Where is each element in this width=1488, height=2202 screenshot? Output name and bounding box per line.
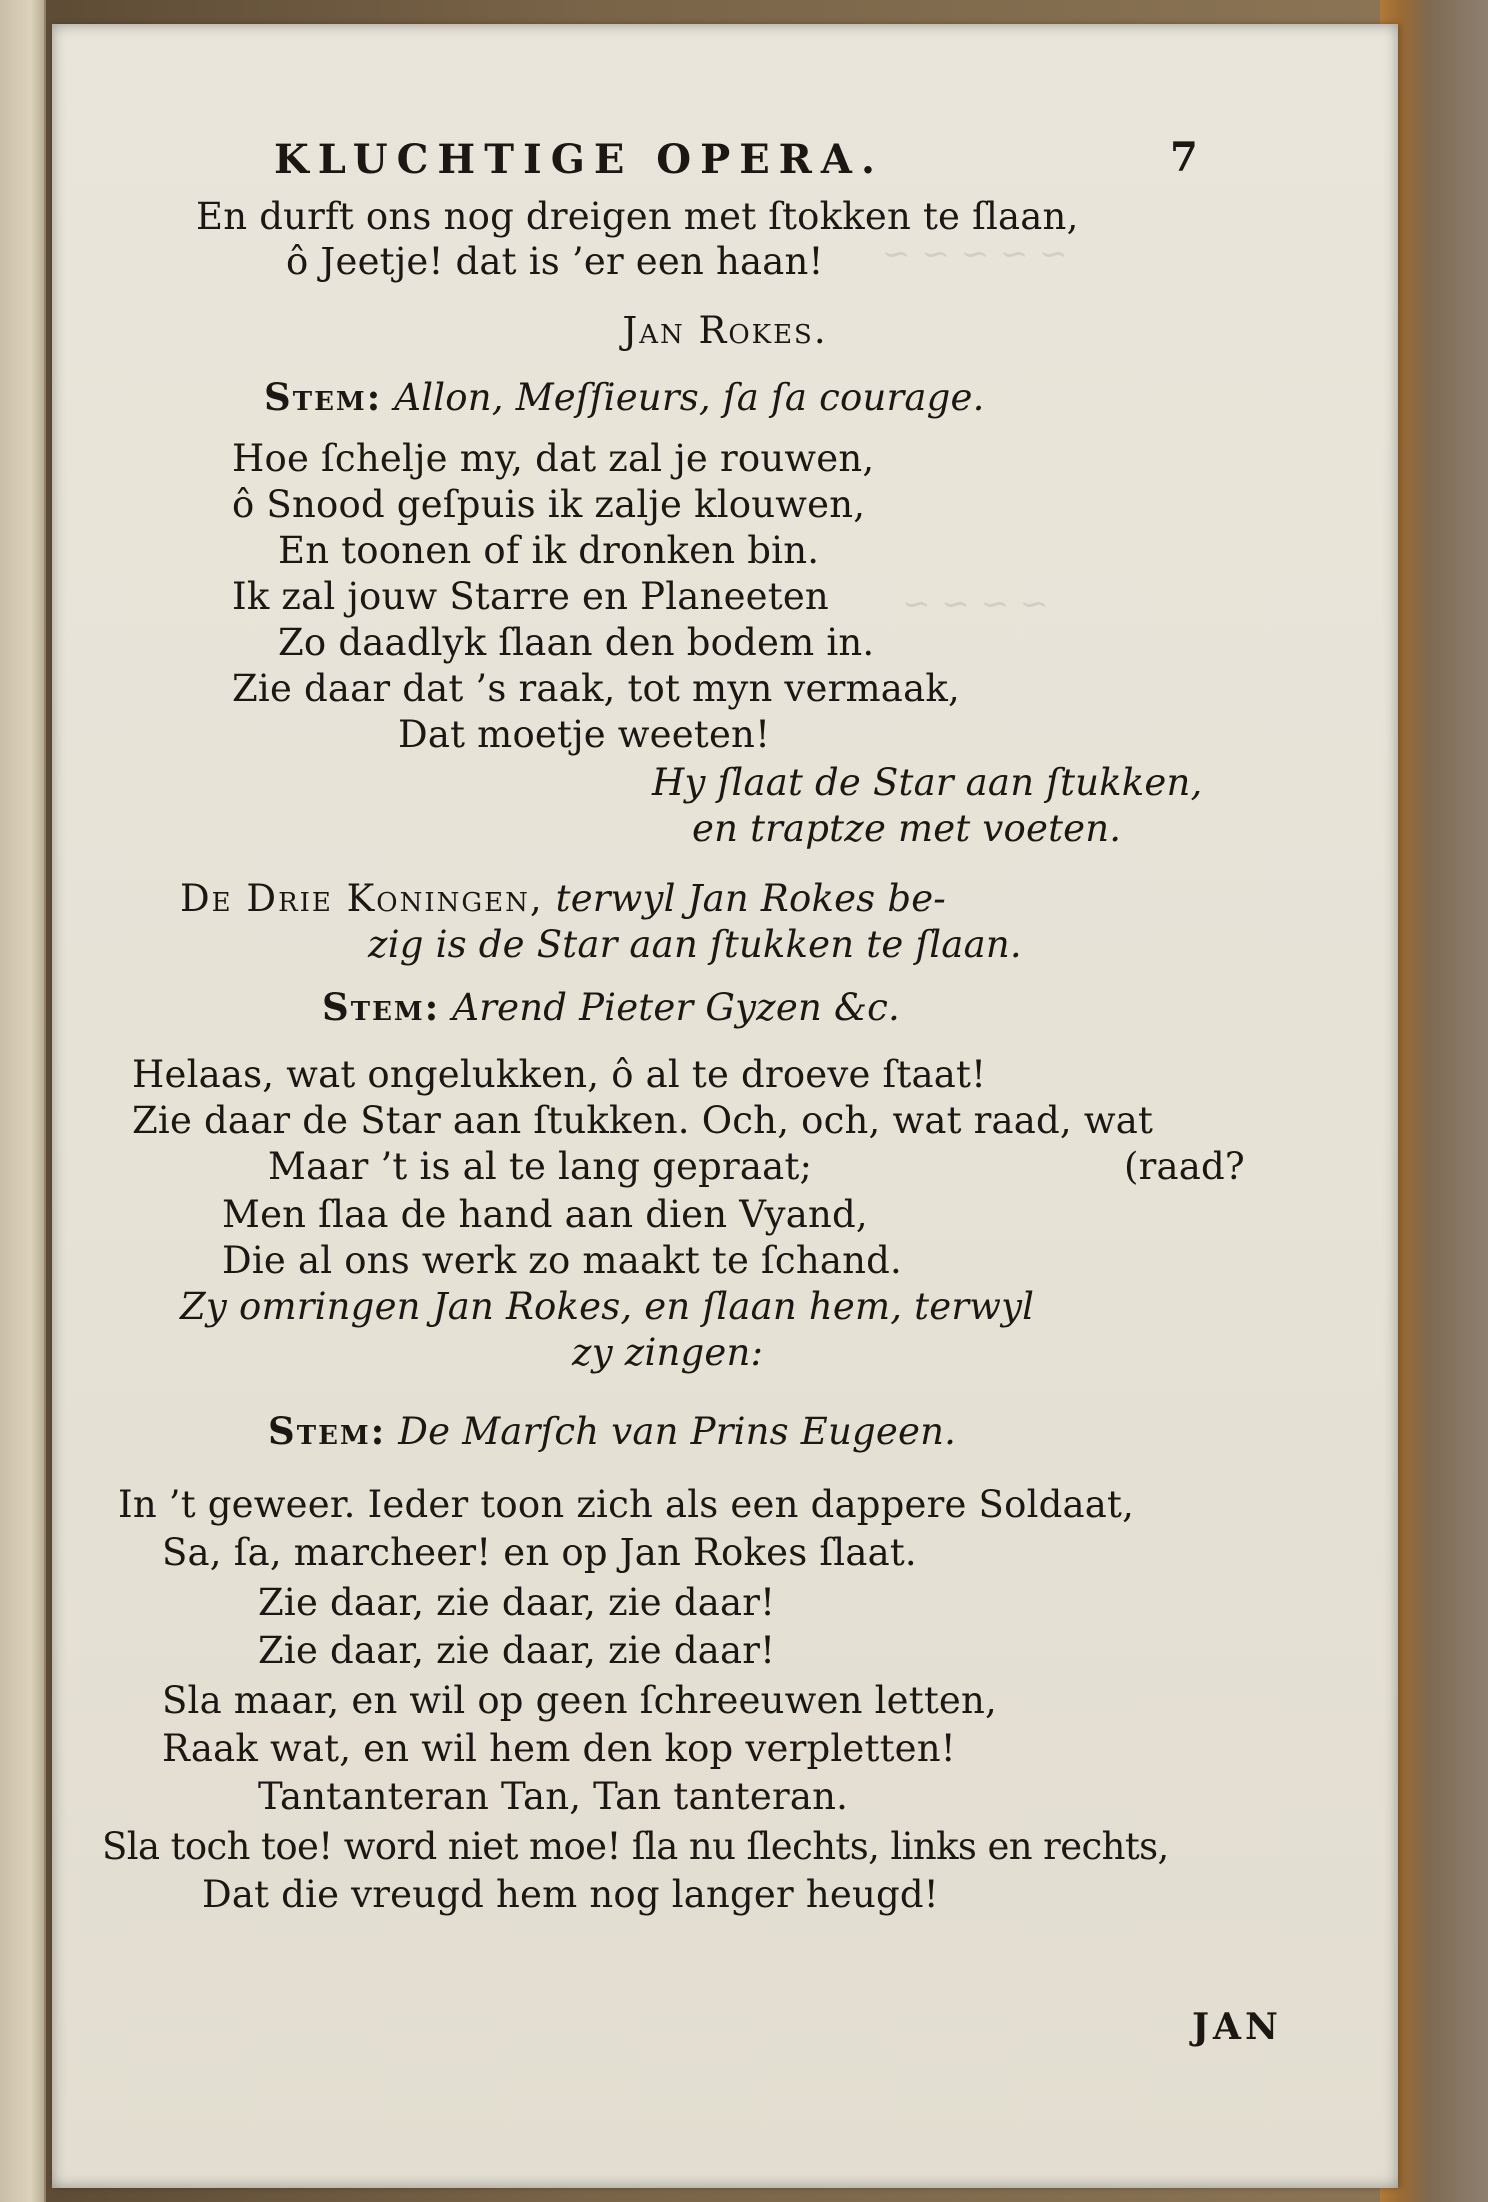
verse-line: Zo daadlyk ſlaan den bodem in. (278, 621, 875, 664)
tune-name: De Marſch van Prins Eugeen. (398, 1410, 957, 1453)
stage-direction: Hy ſlaat de Star aan ſtukken, (652, 761, 1203, 804)
page-number: 7 (1170, 134, 1198, 181)
tune-label: Stem: (322, 985, 441, 1029)
verse-line: Sla toch toe! word niet moe! ſla nu ſlechts, links en rechts, (102, 1825, 1169, 1868)
book-page (52, 24, 1398, 2188)
verse-line: Zie daar dat ’s raak, tot myn vermaak, (232, 667, 960, 710)
tune-name: Arend Pieter Gyzen &c. (452, 986, 900, 1029)
verse-line: Sa, ſa, marcheer! en op Jan Rokes ſlaat. (162, 1531, 917, 1574)
verse-line: Tantanteran Tan, Tan tanteran. (258, 1775, 849, 1818)
tune-name: Allon, Meſſieurs, ſa ſa courage. (394, 376, 985, 419)
stage-direction: zy zingen: (572, 1331, 764, 1374)
running-title: KLUCHTIGE OPERA. (274, 136, 884, 183)
verse-line: In ’t geweer. Ieder toon zich als een dappere Soldaat, (118, 1483, 1135, 1526)
verse-line: Sla maar, en wil op geen ſchreeuwen letten, (162, 1679, 997, 1722)
verse-line: Maar ’t is al te lang gepraat; (268, 1145, 813, 1188)
tune-line (322, 984, 900, 1031)
verse-line: Zie daar de Star aan ſtukken. Och, och, wat raad, wat (132, 1099, 1154, 1142)
verse-line: Zie daar, zie daar, zie daar! (258, 1629, 776, 1672)
tune-line (264, 374, 985, 421)
verse-line: Hoe ſchelje my, dat zal je rouwen, (232, 437, 875, 480)
verse-line: En durft ons nog dreigen met ſtokken te ſlaan, (196, 195, 1079, 238)
verse-line: Men ſlaa de hand aan dien Vyand, (222, 1193, 868, 1236)
verse-line: Helaas, wat ongelukken, ô al te droeve ſtaat! (132, 1053, 987, 1096)
tune-label: Stem: (268, 1409, 387, 1453)
verse-line: En toonen of ik dronken bin. (278, 529, 820, 572)
verse-line: ô Jeetje! dat is ’er een haan! (286, 240, 824, 283)
stage-direction: Zy omringen Jan Rokes, en ſlaan hem, terwyl (180, 1285, 1035, 1328)
verse-line: Dat moetje weeten! (398, 713, 771, 756)
verse-line: Ik zal jouw Starre en Planeeten (232, 575, 829, 618)
verse-line: Die al ons werk zo maakt te ſchand. (222, 1239, 902, 1282)
verse-line: Raak wat, en wil hem den kop verpletten! (162, 1727, 956, 1770)
bleed-through-text: ~ ~ ~ ~ (902, 584, 1049, 624)
verse-line: ô Snood geſpuis ik zalje klouwen, (232, 483, 866, 526)
speaker-heading: De Drie Koningen, (180, 877, 544, 920)
speaker-heading-line (180, 876, 946, 922)
stage-direction: zig is de Star aan ſtukken te ſlaan. (368, 923, 1022, 966)
verse-turnover: (raad? (1124, 1145, 1245, 1188)
speaker-heading: Jan Rokes. (622, 309, 828, 352)
catchword: JAN (1192, 2006, 1282, 2048)
bleed-through-text: ~ ~ ~ ~ ~ (882, 234, 1068, 274)
tune-line (268, 1408, 956, 1455)
previous-page-edge (0, 0, 46, 2202)
stage-direction: terwyl Jan Rokes be- (555, 877, 947, 920)
verse-line: Dat die vreugd hem nog langer heugd! (202, 1873, 939, 1916)
verse-line: Zie daar, zie daar, zie daar! (258, 1581, 776, 1624)
tune-label: Stem: (264, 375, 383, 419)
stage-direction: en traptze met voeten. (692, 807, 1122, 850)
